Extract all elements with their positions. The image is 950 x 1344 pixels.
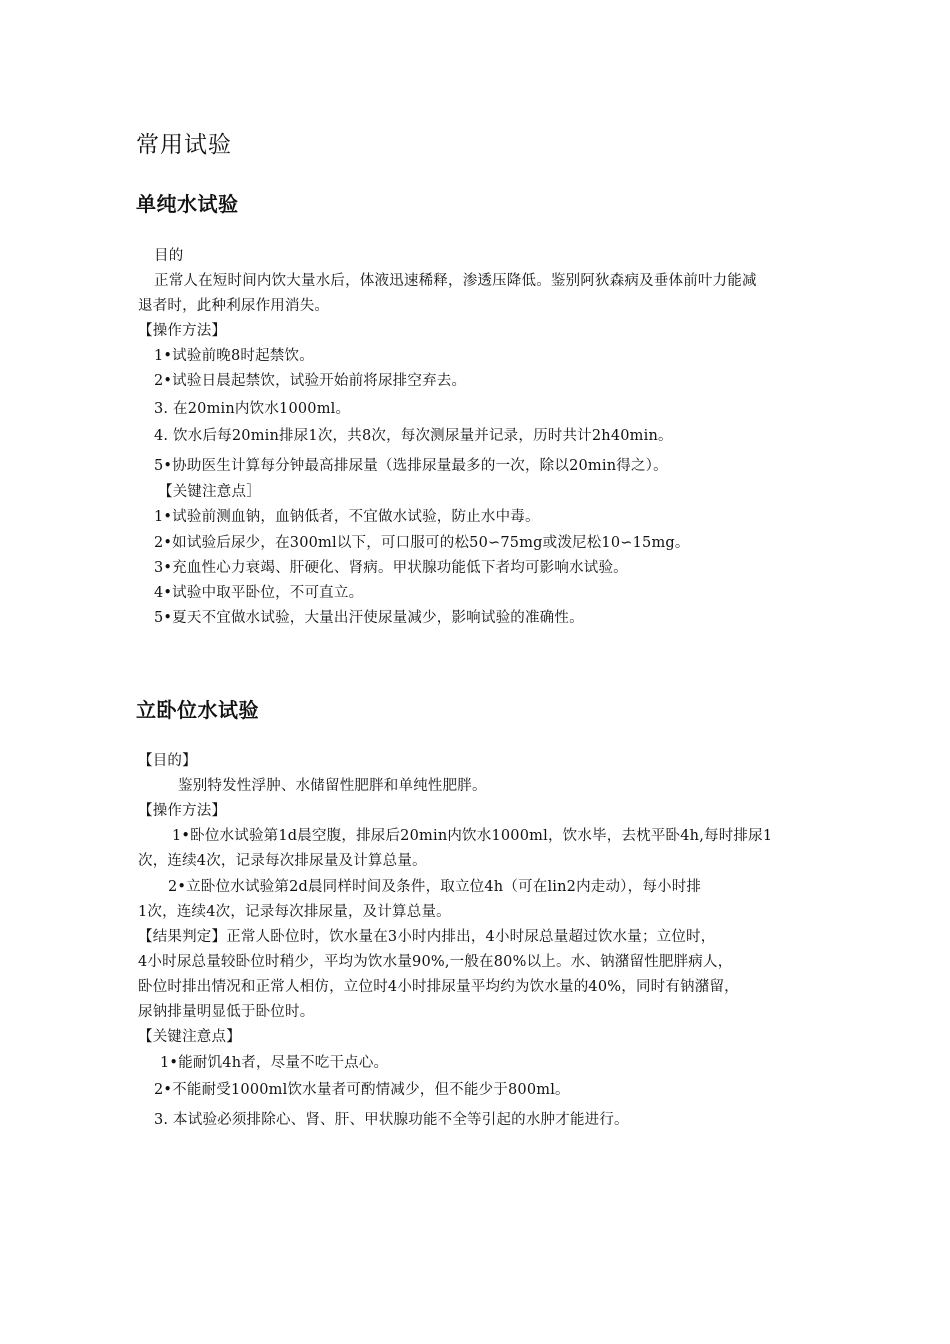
paragraph-line: 鉴别特发性浮肿、水储留性肥胖和单纯性肥胖。 [178, 778, 487, 794]
list-item: 3. 在20min内饮水1000ml。 [154, 401, 351, 417]
section-title-posture-water-test: 立卧位水试验 [136, 698, 259, 722]
list-item: 5•夏天不宜做水试验，大量出汗使尿量减少，影响试验的准确性。 [154, 610, 584, 626]
paragraph-line: 【关键注意点】 [138, 1029, 241, 1045]
list-item: 4•试验中取平卧位，不可直立。 [154, 585, 364, 601]
document-title: 常用试验 [136, 132, 232, 158]
list-item: 3. 本试验必须排除心、肾、肝、甲状腺功能不全等引起的水肿才能进行。 [154, 1112, 629, 1128]
list-item: 5•协助医生计算每分钟最高排尿量（选排尿量最多的一次，除以20min得之）。 [154, 458, 668, 474]
paragraph-line: 【结果判定】正常人卧位时，饮水量在3小时内排出，4小时尿总量超过饮水量；立位时， [138, 929, 716, 945]
paragraph-line: 尿钠排量明显低于卧位时。 [138, 1004, 315, 1020]
paragraph-line: 卧位时排出情况和正常人相仿，立位时4小时排尿量平均约为饮水量的40%，同时有钠潴留， [138, 979, 739, 995]
list-item: 1•能耐饥4h者，尽量不吃干点心。 [160, 1055, 389, 1071]
list-item: 2•如试验后尿少，在300ml以下，可口服可的松50∽75mg或泼尼松10∽15mg。 [154, 535, 690, 551]
paragraph-line: 【操作方法】 [138, 803, 227, 819]
list-item: 1•试验前晚8时起禁饮。 [154, 348, 314, 364]
paragraph-line: 【关键注意点］ [158, 484, 261, 500]
paragraph-line: 【操作方法】 [138, 323, 227, 339]
paragraph-line: 4小时尿总量较卧位时稍少，平均为饮水量90%,一般在80%以上。水、钠潴留性肥胖病人， [138, 954, 733, 970]
list-item: 4. 饮水后每20min排尿1次，共8次，每次测尿量并记录，历时共计2h40min。 [154, 428, 673, 444]
section-title-simple-water-test: 单纯水试验 [136, 192, 239, 216]
paragraph-line: 目的 [154, 248, 184, 264]
list-item: 3•充血性心力衰竭、肝硬化、肾病。甲状腺功能低下者均可影响水试验。 [154, 560, 628, 576]
paragraph-line: 正常人在短时间内饮大量水后，体液迅速稀释，渗透压降低。鉴别阿狄森病及垂体前叶力能减 [154, 273, 757, 289]
list-item: 2•不能耐受1000ml饮水量者可酌情减少，但不能少于800ml。 [154, 1082, 570, 1098]
list-item: 1•卧位水试验第1d晨空腹，排尿后20min内饮水1000ml，饮水毕，去枕平卧4h,每时排尿1 [172, 828, 773, 844]
list-item: 2•立卧位水试验第2d晨同样时间及条件，取立位4h（可在lin2内走动），每小时排 [168, 879, 702, 895]
paragraph-line: 退者时，此种利尿作用消失。 [138, 298, 330, 314]
paragraph-line: 次，连续4次，记录每次排尿量及计算总量。 [138, 853, 427, 869]
list-item: 2•试验日晨起禁饮，试验开始前将尿排空弃去。 [154, 373, 467, 389]
paragraph-line: 1次，连续4次，记录每次排尿量，及计算总量。 [138, 904, 451, 920]
paragraph-line: 【目的】 [138, 753, 197, 769]
list-item: 1•试验前测血钠，血钠低者，不宜做水试验，防止水中毒。 [154, 509, 540, 525]
